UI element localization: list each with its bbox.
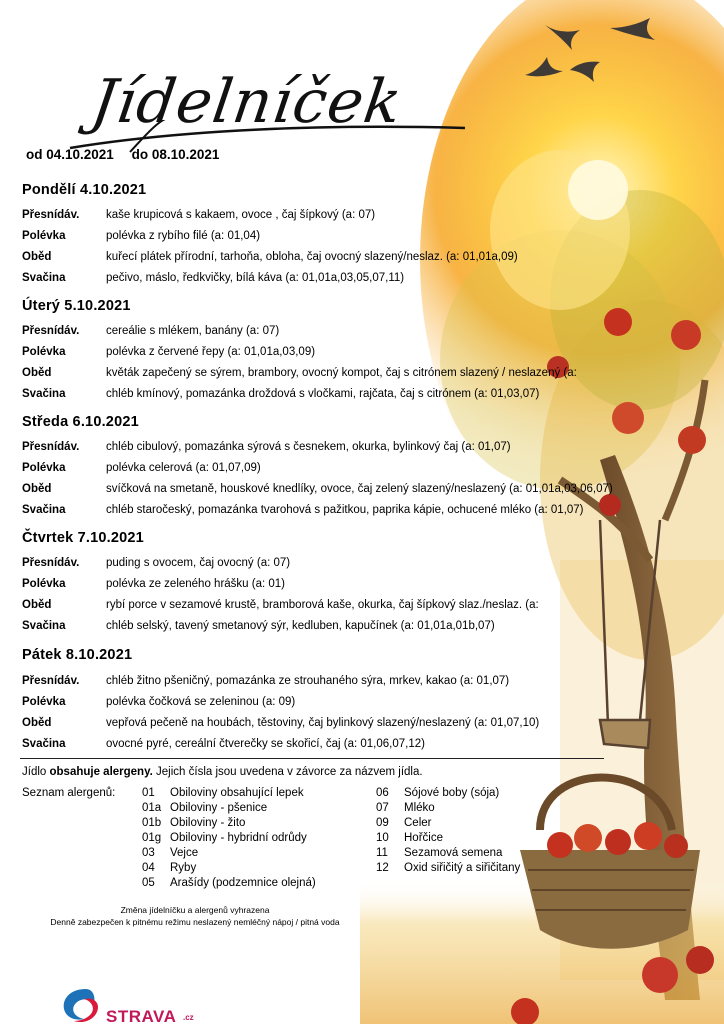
meal-text: polévka celerová (a: 01,07,09) [106,462,261,474]
footnote-drinking-regime: Denně zabezpečen k pitnému režimu neslazený nemléčný nápoj / pitná voda [50,917,340,927]
allergen-name: Mléko [404,802,435,814]
meal-text: chléb cibulový, pomazánka sýrová s česnekem, okurka, bylinkový čaj (a: 01,07) [106,441,511,453]
logo-text: STRAVA [106,1007,177,1026]
allergen-code: 01a [142,802,162,814]
allergen-code: 12 [376,862,389,874]
meal-label: Svačina [22,504,66,516]
day-heading-monday: Pondělí 4.10.2021 [22,182,147,198]
meal-text: polévka ze zeleného hrášku (a: 01) [106,578,285,590]
allergen-list-label: Seznam alergenů: [22,787,116,799]
date-from: od 04.10.2021 [26,147,114,162]
allergen-name: Hořčice [404,832,443,844]
meal-text: cereálie s mlékem, banány (a: 07) [106,325,280,337]
footnote-menu-change: Změna jídelníčku a alergenů vyhrazena [120,905,270,915]
allergy-note-suffix: Jejich čísla jsou uvedena v závorce za názvem jídla. [152,766,423,778]
sun [568,160,628,220]
meal-label: Svačina [22,388,66,400]
day-heading-wednesday: Středa 6.10.2021 [22,414,139,430]
meal-text: chléb staročeský, pomazánka tvarohová s pažitkou, paprika kápie, ochucené mléko (a: 01,07) [106,504,584,516]
meal-label: Polévka [22,462,66,474]
meal-text: ovocné pyré, cereální čtverečky se skořicí, čaj (a: 01,06,07,12) [106,738,425,750]
meal-label: Přesnídáv. [22,325,80,337]
meal-text: chléb žitno pšeničný, pomazánka ze strouhaného sýra, mrkev, kakao (a: 01,07) [106,675,510,687]
meal-label: Svačina [22,620,66,632]
meal-text: chléb selský, tavený smetanový sýr, kedluben, kapučínek (a: 01,01a,01b,07) [106,620,495,632]
allergen-name: Vejce [170,847,199,859]
allergen-code: 09 [376,817,389,829]
meal-label: Přesnídáv. [22,441,80,453]
meal-text: kaše krupicová s kakaem, ovoce , čaj šípkový (a: 07) [106,209,376,221]
allergen-name: Obiloviny - hybridní odrůdy [170,832,307,844]
allergen-name: Obiloviny - pšenice [170,802,268,814]
allergen-name: Obiloviny obsahující lepek [170,787,304,799]
allergen-code: 11 [376,847,388,859]
meal-label: Oběd [22,717,52,729]
date-to: do 08.10.2021 [131,147,220,162]
meal-label: Svačina [22,738,66,750]
allergen-code: 04 [142,862,155,874]
date-range [26,147,233,162]
day-heading-tuesday: Úterý 5.10.2021 [22,298,131,314]
allergen-name: Celer [404,817,432,829]
meal-text: polévka z červené řepy (a: 01,01a,03,09) [106,346,316,358]
allergen-name: Oxid siřičitý a siřičitany [404,862,521,874]
meal-label: Polévka [22,230,66,242]
meal-text: svíčková na smetaně, houskové knedlíky, ovoce, čaj zelený slazený/neslazený (a: 01,01a,03,06,07) [106,483,613,495]
allergen-code: 10 [376,832,389,844]
meal-label: Polévka [22,696,66,708]
meal-label: Přesnídáv. [22,557,80,569]
meal-text: puding s ovocem, čaj ovocný (a: 07) [106,557,291,569]
meal-label: Polévka [22,346,66,358]
meal-label: Oběd [22,367,52,379]
allergen-code: 06 [376,787,389,799]
meal-label: Oběd [22,483,52,495]
day-heading-friday: Pátek 8.10.2021 [22,647,133,663]
meal-label: Přesnídáv. [22,209,80,221]
meal-text: polévka čočková se zeleninou (a: 09) [106,696,296,708]
meal-label: Svačina [22,272,66,284]
allergen-name: Obiloviny - žito [170,817,246,829]
meal-text: rybí porce v sezamové krustě, bramborová kaše, okurka, čaj šípkový slaz./neslaz. (a: [106,599,539,611]
day-heading-thursday: Čtvrtek 7.10.2021 [22,530,144,546]
allergen-name: Ryby [170,862,197,874]
page-title: Jídelníček [87,67,407,137]
meal-text: květák zapečený se sýrem, brambory, ovocný kompot, čaj s citrónem slazený / neslazený (a: [106,367,577,379]
meal-text: pečivo, máslo, ředkvičky, bílá káva (a: 01,01a,03,05,07,11) [106,272,405,284]
meal-text: kuřecí plátek přírodní, tarhoňa, obloha, čaj ovocný slazený/neslaz. (a: 01,01a,09) [106,251,518,263]
meal-label: Polévka [22,578,66,590]
allergen-name: Sójové boby (sója) [404,787,500,799]
section-divider [20,758,604,759]
meal-text: vepřová pečeně na houbách, těstoviny, čaj bylinkový slazený/neslazený (a: 01,07,10) [106,717,540,729]
allergen-code: 01b [142,817,162,829]
allergen-code: 07 [376,802,389,814]
logo-suffix: .cz [183,1013,194,1022]
allergy-note [22,766,423,778]
allergy-note-bold: obsahuje alergeny. [49,766,153,778]
meal-text: chléb kmínový, pomazánka droždová s vločkami, rajčata, čaj s citrónem (a: 01,03,07) [106,388,540,400]
meal-label: Oběd [22,599,52,611]
allergen-name: Sezamová semena [404,847,503,859]
meal-label: Oběd [22,251,52,263]
allergen-code: 03 [142,847,155,859]
allergen-code: 01 [142,787,155,799]
allergy-note-prefix: Jídlo [22,766,50,778]
meal-text: polévka z rybího filé (a: 01,04) [106,230,261,242]
allergen-code: 05 [142,877,155,889]
meal-label: Přesnídáv. [22,675,80,687]
allergen-code: 01g [142,832,162,844]
allergen-name: Arašídy (podzemnice olejná) [170,877,316,889]
